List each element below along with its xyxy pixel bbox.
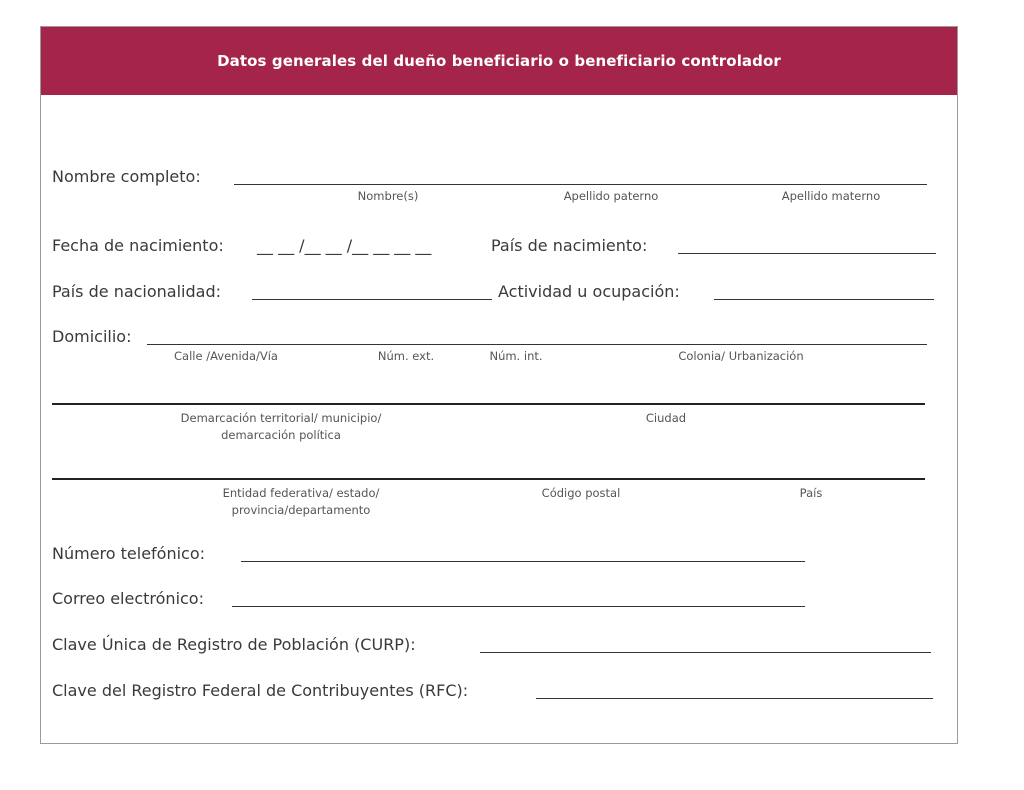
telefono-field[interactable] [241,561,805,562]
calle-sublabel: Calle /Avenida/Vía [174,349,278,363]
entidad-sublabel-2: provincia/departamento [231,503,371,517]
nombre-completo-label: Nombre completo: [52,167,201,186]
pais-nacionalidad-label: País de nacionalidad: [52,282,222,301]
colonia-sublabel: Colonia/ Urbanización [678,349,804,363]
curp-label: Clave Única de Registro de Población (CURP): [52,635,416,654]
demarcacion-sublabel-2: demarcación política [221,428,341,442]
pais-nacimiento-field[interactable] [678,253,936,254]
form-title: Datos generales del dueño beneficiario o beneficiario controlador [217,52,781,70]
ciudad-sublabel: Ciudad [645,411,687,425]
form-header [41,27,957,95]
rfc-field[interactable] [536,698,933,699]
nombre-sublabel: Nombre(s) [357,189,419,203]
actividad-label: Actividad u ocupación: [498,282,680,301]
num-int-sublabel: Núm. int. [489,349,543,363]
rfc-label: Clave del Registro Federal de Contribuyentes (RFC): [52,681,469,700]
entidad-cp-pais-field[interactable] [52,478,925,480]
pais-sublabel: País [799,486,823,500]
correo-label: Correo electrónico: [52,589,204,608]
domicilio-field[interactable] [147,344,927,345]
num-ext-sublabel: Núm. ext. [377,349,435,363]
telefono-label: Número telefónico: [52,544,206,563]
actividad-field[interactable] [714,299,934,300]
curp-field[interactable] [480,652,931,653]
beneficiary-form [40,26,958,744]
nombre-completo-field[interactable] [234,184,927,185]
entidad-sublabel-1: Entidad federativa/ estado/ [222,486,380,500]
fecha-nacimiento-field[interactable]: __ __ /__ __ /__ __ __ __ [257,236,432,255]
demarcacion-sublabel-1: Demarcación territorial/ municipio/ [180,411,382,425]
fecha-nacimiento-label: Fecha de nacimiento: [52,236,224,255]
apellido-paterno-sublabel: Apellido paterno [563,189,659,203]
correo-field[interactable] [232,606,805,607]
codigo-postal-sublabel: Código postal [541,486,621,500]
pais-nacionalidad-field[interactable] [252,299,492,300]
demarcacion-ciudad-field[interactable] [52,403,925,405]
apellido-materno-sublabel: Apellido materno [781,189,881,203]
domicilio-label: Domicilio: [52,327,132,346]
pais-nacimiento-label: País de nacimiento: [491,236,648,255]
